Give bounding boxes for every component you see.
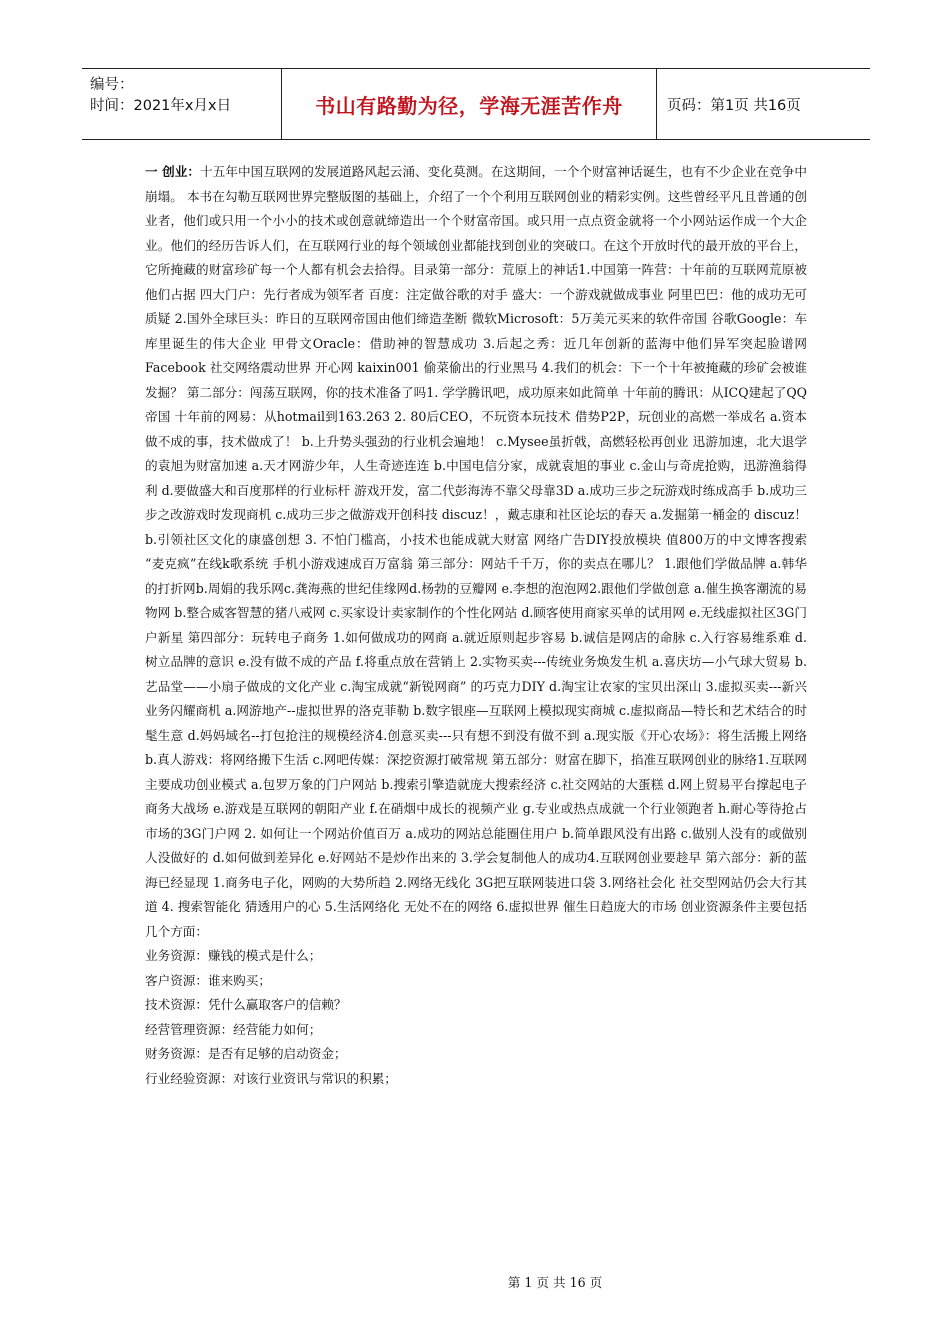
document-code-label: 编号： bbox=[90, 77, 134, 93]
resource-line: 经营管理资源：经营能力如何； bbox=[145, 1021, 322, 1037]
resource-line: 财务资源：是否有足够的启动资金； bbox=[145, 1046, 347, 1061]
header-meta bbox=[82, 69, 282, 139]
resource-line: 技术资源：凭什么赢取客户的信赖？ bbox=[145, 997, 347, 1012]
resource-line: 业务资源：赚钱的模式是什么； bbox=[145, 948, 322, 963]
document-body bbox=[145, 160, 807, 1091]
page-footer: 第 1 页 共 16 页 bbox=[507, 1275, 603, 1290]
header-slogan: 书山有路勤为径，学海无涯苦作舟 bbox=[282, 69, 657, 139]
resource-line: 行业经验资源：对该行业资讯与常识的积累； bbox=[145, 1070, 397, 1086]
section-lead: 一 创业： bbox=[145, 164, 201, 179]
main-paragraph-text: 十五年中国互联网的发展道路风起云涌、变化莫测。在这期间，一个个财富神话诞生，也有不少企业在竞争中崩塌。 本书在勾勒互联网世界完整版图的基础上，介绍了一个个利用互联网创业的精彩实例。这些曾经平凡且普通的创业者，他们或只用一个小小的技术或创意就缔造出一个个财富帝国。或只用一点点资金就将一个小网站运作成一个大企业。他们的经历告诉人们，在互联网行业的每个领域创业都能找到创业的突破口。在这个开放时代的最开放的平台上，它所掩藏的财富珍矿每一个人都有机会去拾得。目录第一部分：荒原上的神话1.中国第一阵营：十年前的互联网荒原被他们占据 四大门户：先行者成为领军者 百度：注定做谷歌的对手 盛大：一个游戏就做成事业 阿里巴巴：他的成功无可质疑 2.国外全球巨头：昨日的互联网帝国由他们缔造垄断 微软Microsoft：5万美元买来的软件帝国 谷歌Google：车库里诞生的伟大企业 甲骨文Oracle：借助神的智慧成功 3.后起之秀：近几年创新的蓝海中他们异军突起脸谱网 Facebook 社交网络震动世界 开心网 kaixin001 偷菜偷出的行业黑马 4.我们的机会：下一个十年被掩藏的珍矿会被谁发掘？ 第二部分：闯荡互联网，你的技术准备了吗1. 学学腾讯吧，成功原来如此简单 十年前的腾讯：从ICQ建起了QQ帝国 十年前的网易：从hotmail到163.263 2. 80后CEO，不玩资本玩技术 借势P2P，玩创业的高燃一举成名 a.资本做不成的事，技术做成了！ b.上升势头强劲的行业机会遍地！ c.Mysee虽折戟，高燃轻松再创业 迅游加速，北大退学的袁旭为财富加速 a.天才网游少年，人生奇迹连连 b.中国电信分家，成就袁旭的事业 c.金山与奇虎抢购，迅游渔翁得利 d.要做盛大和百度那样的行业标杆 游戏开发，富二代彭海涛不靠父母靠3D a.成功三步之玩游戏时练成高手 b.成功三步之改游戏时发现商机 c.成功三步之做游戏开创科技 discuz！，戴志康和社区论坛的春天 a.发掘第一桶金的 discuz！ b.引领社区文化的康盛创想 3. 不怕门槛高，小技术也能成就大财富 网络广告DIY投放模块 值800万的中文博客搜索 “麦克疯”在线k歌系统 手机小游戏速成百万富翁 第三部分：网站千千万，你的卖点在哪儿？ 1.跟他们学做品牌 a.韩华的打折网b.周娟的我乐网c.龚海燕的世纪佳缘网d.杨勃的豆瓣网 e.李想的泡泡网2.跟他们学做创意 a.催生换客潮流的易物网 b.整合威客智慧的猪八戒网 c.买家设计卖家制作的个性化网站 d.顾客使用商家买单的试用网 e.无线虚拟社区3G门户新星 第四部分：玩转电子商务 1.如何做成功的网商 a.就近原则起步容易 b.诚信是网店的命脉 c.入行容易维系难 d.树立品牌的意识 e.没有做不成的产品 f.将重点放在营销上 2.实物买卖---传统业务焕发生机 a.喜庆坊—小气球大贸易 b.艺品堂——小扇子做成的文化产业 c.淘宝成就“新锐网商” 的巧克力DIY d.淘宝让农家的宝贝出深山 3.虚拟买卖---新兴业务闪耀商机 a.网游地产--虚拟世界的洛克菲勒 b.数字银座—互联网上模拟现实商城 c.虚拟商品—特长和艺术结合的时髦生意 d.妈妈域名--打包抢注的规模经济4.创意买卖---只有想不到没有做不到 a.现实版《开心农场》：将生活搬上网络 b.真人游戏：将网络搬下生活 c.网吧传媒：深挖资源打破常规 第五部分：财富在脚下，掐准互联网创业的脉络1.互联网主要成功创业模式 a.包罗万象的门户网站 b.搜索引擎造就庞大搜索经济 c.社交网站的大蛋糕 d.网上贸易平台撑起电子商务大战场 e.游戏是互联网的朝阳产业 f.在硝烟中成长的视频产业 g.专业或热点成就一个行业领跑者 h.耐心等待抢占市场的3G门户网 2. 如何让一个网站价值百万 a.成功的网站总能圈住用户 b.简单跟风没有出路 c.做别人没有的或做别人没做好的 d.如何做到差异化 e.好网站不是炒作出来的 3.学会复制他人的成功4.互联网创业要趁早 第六部分：新的蓝海已经显现 1.商务电子化，网购的大势所趋 2.网络无线化 3G把互联网装进口袋 3.网络社会化 社交型网站仍会大行其道 4. 搜索智能化 猜透用户的心 5.生活网络化 无处不在的网络 6.虚拟世界 催生日趋庞大的市场 创业资源条件主要包括几个方面： bbox=[145, 164, 808, 939]
document-time-label: 时间：2021年x月x日 bbox=[90, 98, 232, 114]
header-page-number: 页码：第1页 共16页 bbox=[667, 97, 801, 114]
main-paragraph bbox=[145, 160, 807, 944]
page-header bbox=[82, 68, 870, 140]
resource-line: 客户资源：谁来购买； bbox=[145, 972, 271, 988]
